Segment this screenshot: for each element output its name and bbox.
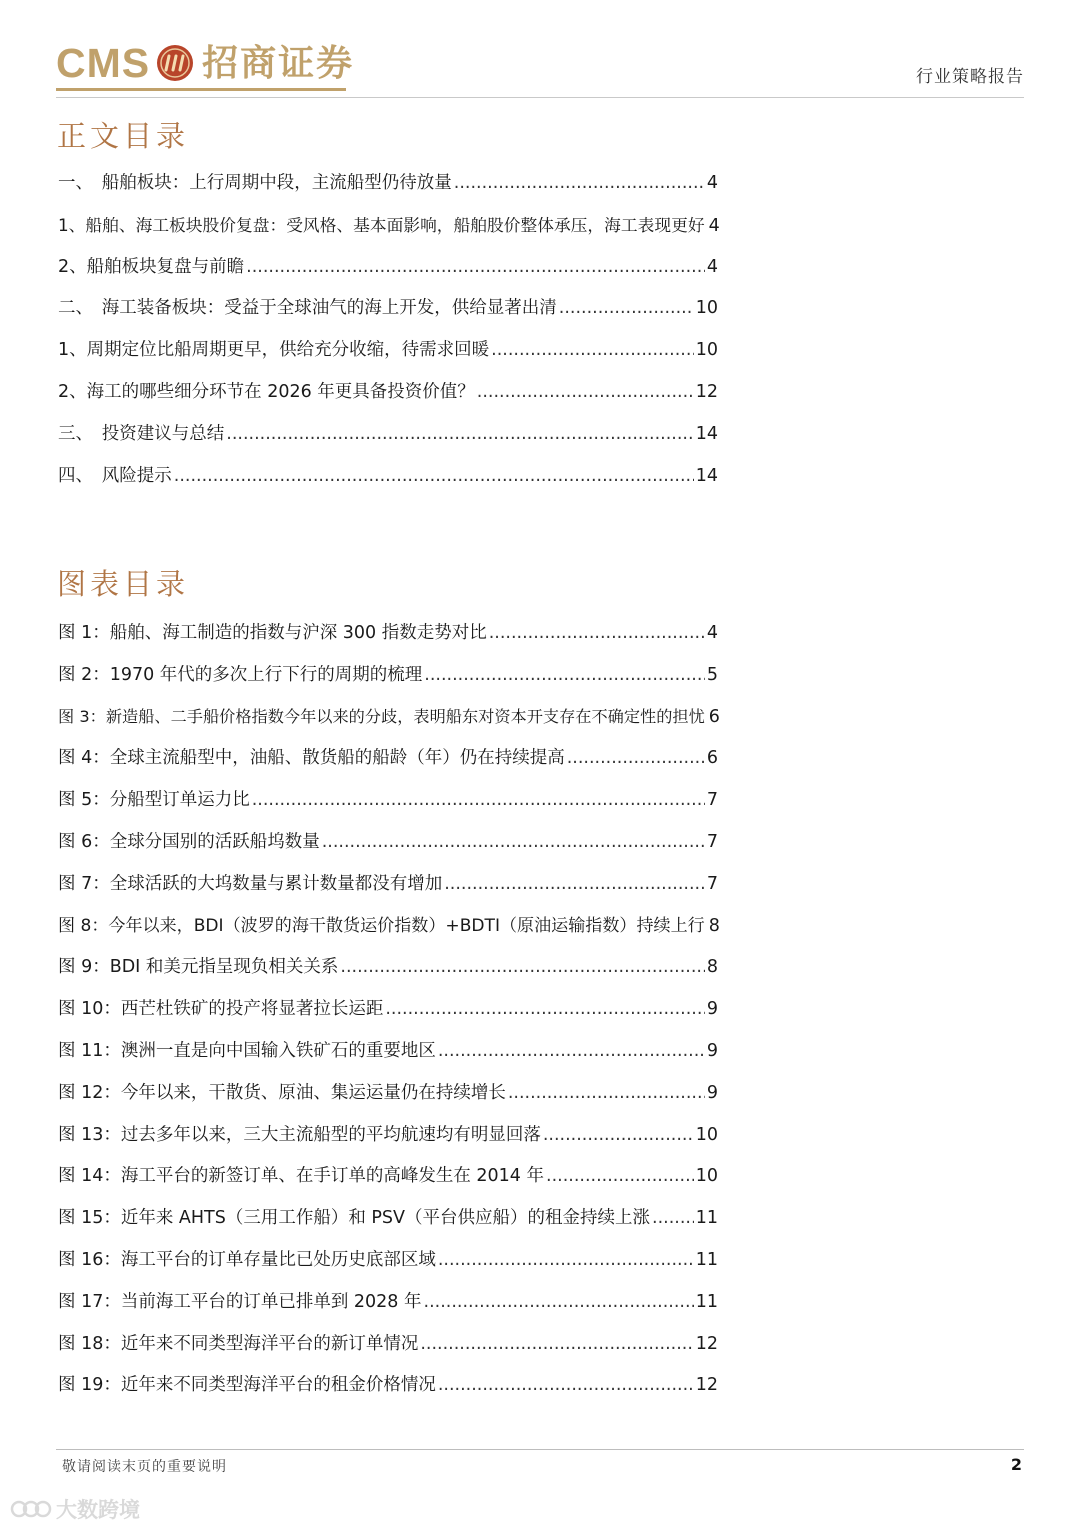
entry-title: 图 11：澳洲一直是向中国输入铁矿石的重要地区 [58, 1040, 436, 1061]
header-divider [56, 97, 1024, 98]
dot-leader [444, 873, 705, 895]
logo-underline [56, 88, 346, 91]
figure-entry[interactable] [58, 998, 718, 1040]
entry-title: 2、海工的哪些细分环节在 2026 年更具备投资价值？ [58, 381, 475, 402]
contents-entry[interactable] [58, 423, 718, 465]
dot-leader [226, 423, 693, 445]
entry-page-number: 5 [706, 664, 718, 685]
figure-entry[interactable] [58, 831, 718, 873]
entry-page-number: 12 [695, 381, 718, 402]
logo-latin-text: CMS [56, 40, 151, 86]
company-logo [56, 38, 354, 88]
entry-title: 图 10：西芒杜铁矿的投产将显著拉长运距 [58, 999, 384, 1020]
footer-divider [56, 1449, 1024, 1450]
entry-page-number: 10 [695, 1124, 718, 1145]
logo-chinese-text: 招商证券 [202, 42, 355, 84]
entry-page-number: 8 [706, 957, 718, 978]
watermark [10, 1494, 140, 1524]
dot-leader [174, 465, 694, 487]
entry-title: 图 17：当前海工平台的订单已排单到 2028 年 [58, 1291, 422, 1312]
entry-page-number: 10 [695, 340, 718, 361]
watermark-text: 大数跨境 [56, 1498, 140, 1522]
entry-title: 图 8：今年以来，BDI（波罗的海干散货运价指数）+BDTI（原油运输指数）持续上行 [58, 915, 705, 936]
figure-entry[interactable] [58, 1165, 718, 1207]
entry-page-number: 12 [695, 1375, 718, 1396]
dot-leader [652, 1207, 694, 1229]
figure-entry[interactable] [58, 1291, 718, 1333]
entry-title: 图 6：全球分国别的活跃船坞数量 [58, 831, 320, 852]
entry-title: 三、 投资建议与总结 [58, 423, 225, 444]
dot-leader [438, 1374, 694, 1396]
entry-page-number: 4 [708, 215, 720, 236]
report-type-label: 行业策略报告 [916, 67, 1024, 87]
contents-entry[interactable] [58, 297, 718, 339]
entry-title: 图 12：今年以来，干散货、原油、集运运量仍在持续增长 [58, 1082, 506, 1103]
entry-page-number: 7 [706, 831, 718, 852]
dot-leader [424, 664, 705, 686]
entry-title: 图 15：近年来 AHTS（三用工作船）和 PSV（平台供应船）的租金持续上涨 [58, 1208, 651, 1229]
entry-title: 二、 海工装备板块：受益于全球油气的海上开发，供给显著出清 [58, 298, 557, 319]
entry-title: 四、 风险提示 [58, 465, 172, 486]
entry-title: 图 4：全球主流船型中，油船、散货船的船龄（年）仍在持续提高 [58, 748, 565, 769]
figure-entry[interactable] [58, 1124, 718, 1166]
contents-entry[interactable] [58, 256, 718, 298]
dot-leader [420, 1333, 693, 1355]
dot-leader [559, 297, 694, 319]
dot-leader [246, 256, 705, 278]
entry-title: 1、周期定位比船周期更早，供给充分收缩，待需求回暖 [58, 340, 490, 361]
entry-title: 一、 船舶板块：上行周期中段，主流船型仍待放量 [58, 173, 452, 193]
contents-entry[interactable] [58, 214, 718, 256]
entry-title: 图 5：分船型订单运力比 [58, 790, 250, 811]
figure-entry[interactable] [58, 1082, 718, 1124]
contents-entry[interactable] [58, 172, 718, 214]
entry-title: 图 13：过去多年以来，三大主流船型的平均航速均有明显回落 [58, 1124, 541, 1145]
footer-disclaimer-note: 敬请阅读末页的重要说明 [62, 1459, 227, 1475]
entry-title: 图 9：BDI 和美元指呈现负相关关系 [58, 957, 339, 978]
contents-entry[interactable] [58, 465, 718, 507]
entry-page-number: 4 [706, 173, 718, 193]
entry-title: 2、船舶板块复盘与前瞻 [58, 256, 245, 277]
dot-leader [477, 381, 694, 403]
contents-entry[interactable] [58, 339, 718, 381]
entry-page-number: 8 [708, 915, 720, 936]
entry-title: 图 7：全球活跃的大坞数量与累计数量都没有增加 [58, 873, 443, 894]
entry-title: 图 3：新造船、二手船价格指数今年以来的分歧，表明船东对资本开支存在不确定性的担忧 [58, 706, 705, 726]
entry-page-number: 6 [706, 748, 718, 769]
dot-leader [340, 956, 704, 978]
watermark-logo-icon [10, 1497, 52, 1521]
figure-entry[interactable] [58, 956, 718, 998]
entry-title: 图 1：船舶、海工制造的指数与沪深 300 指数走势对比 [58, 623, 487, 643]
entry-page-number: 10 [695, 1166, 718, 1187]
entry-page-number: 11 [695, 1208, 718, 1229]
figure-entry[interactable] [58, 622, 718, 664]
figures-list [58, 622, 718, 1416]
entry-page-number: 14 [695, 465, 718, 486]
dot-leader [252, 789, 705, 811]
entry-page-number: 7 [706, 790, 718, 811]
dot-leader [424, 1291, 694, 1313]
entry-page-number: 9 [706, 999, 718, 1020]
dot-leader [491, 339, 694, 361]
dot-leader [489, 622, 705, 644]
dot-leader [322, 831, 705, 853]
dot-leader [438, 1249, 694, 1271]
figure-entry[interactable] [58, 873, 718, 915]
figure-entry[interactable] [58, 1249, 718, 1291]
page-number: 2 [1010, 1455, 1022, 1474]
entry-title: 图 18：近年来不同类型海洋平台的新订单情况 [58, 1333, 419, 1354]
entry-page-number: 4 [706, 623, 718, 643]
entry-page-number: 9 [706, 1082, 718, 1103]
figure-entry[interactable] [58, 1374, 718, 1416]
contents-list [58, 172, 718, 506]
entry-page-number: 10 [695, 298, 718, 319]
contents-entry[interactable] [58, 381, 718, 423]
entry-page-number: 4 [706, 256, 718, 277]
figure-entry[interactable] [58, 1207, 718, 1249]
entry-page-number: 9 [706, 1040, 718, 1061]
entry-page-number: 11 [695, 1291, 718, 1312]
figure-entry[interactable] [58, 915, 718, 957]
figure-entry[interactable] [58, 747, 718, 789]
figure-entry[interactable] [58, 1040, 718, 1082]
dot-leader [508, 1082, 705, 1104]
dot-leader [567, 747, 705, 769]
dot-leader [385, 998, 705, 1020]
dot-leader [546, 1165, 694, 1187]
entry-title: 1、船舶、海工板块股价复盘：受风格、基本面影响，船舶股价整体承压，海工表现更好 [58, 214, 705, 235]
entry-title: 图 19：近年来不同类型海洋平台的租金价格情况 [58, 1375, 436, 1396]
dot-leader [543, 1124, 694, 1146]
figure-entry[interactable] [58, 789, 718, 831]
figure-entry[interactable] [58, 706, 718, 748]
entry-title: 图 16：海工平台的订单存量比已处历史底部区域 [58, 1249, 436, 1270]
entry-page-number: 12 [695, 1333, 718, 1354]
logo-emblem-icon [156, 44, 194, 82]
figure-entry[interactable] [58, 664, 718, 706]
entry-page-number: 14 [695, 423, 718, 444]
entry-title: 图 2：1970 年代的多次上行下行的周期的梳理 [58, 664, 423, 685]
entry-title: 图 14：海工平台的新签订单、在手订单的高峰发生在 2014 年 [58, 1166, 544, 1187]
dot-leader [454, 172, 705, 194]
entry-page-number: 7 [706, 873, 718, 894]
figure-entry[interactable] [58, 1333, 718, 1375]
entry-page-number: 6 [708, 706, 720, 727]
dot-leader [438, 1040, 705, 1062]
entry-page-number: 11 [695, 1249, 718, 1270]
figures-title: 图表目录 [57, 567, 190, 601]
contents-title: 正文目录 [57, 119, 190, 153]
